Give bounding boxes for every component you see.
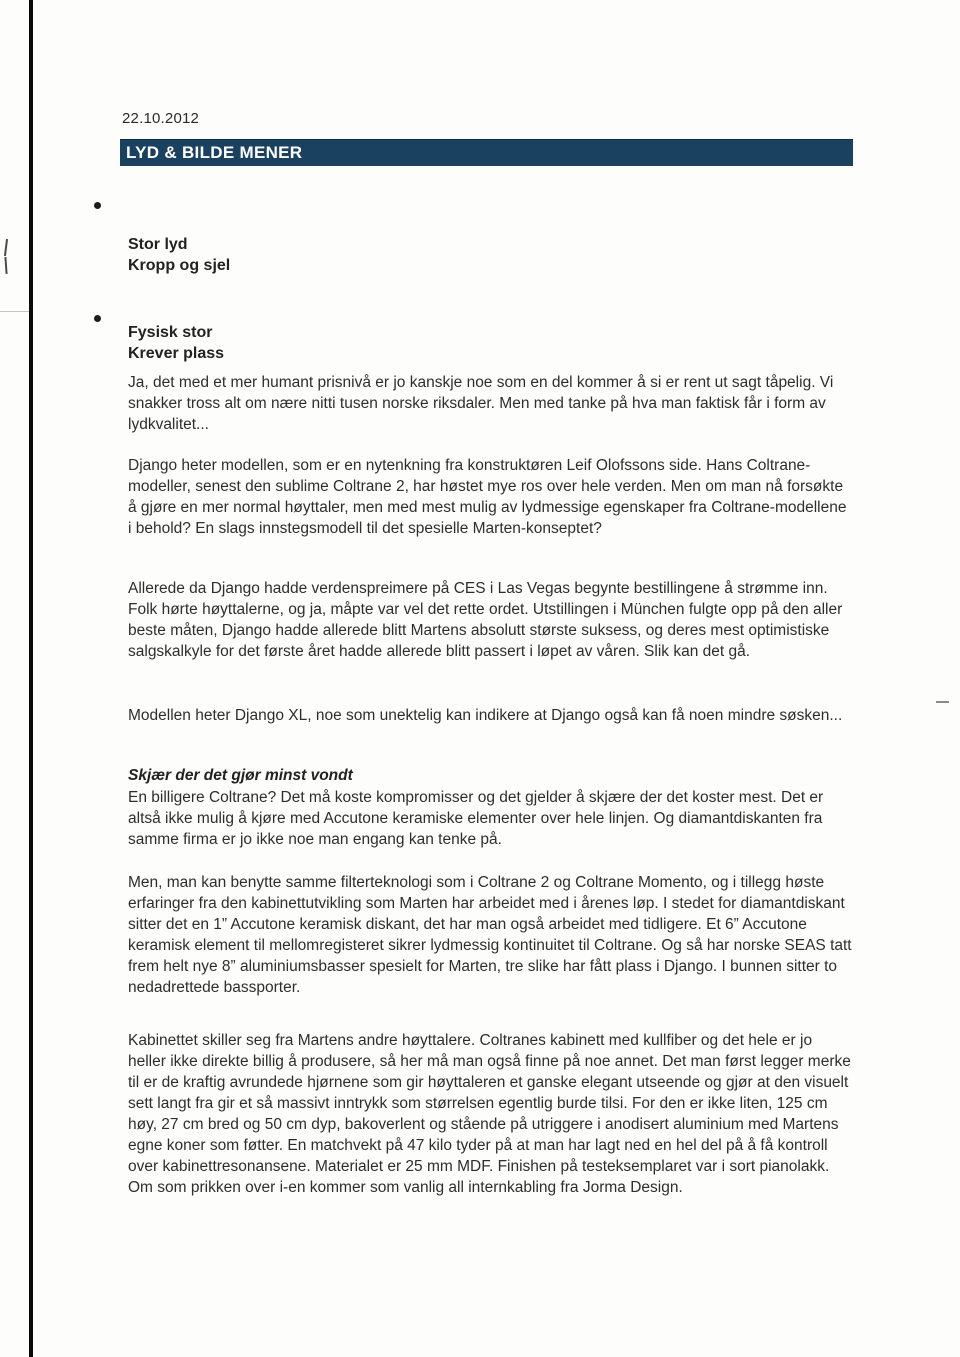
scan-artifact-dash <box>936 701 949 703</box>
scan-edge-line <box>29 0 33 1357</box>
bullet-heading-line: Stor lyd <box>128 236 188 253</box>
bullet-heading-2 <box>128 322 224 364</box>
pen-mark <box>4 239 8 256</box>
paragraph-cheaper-coltrane: En billigere Coltrane? Det må koste kompromisser og det gjelder å skjære der det koster mest. Det er altså ikke mulig å kjøre med Accutone keramiske elementer over hele linjen. Og diamantdiskanten fra samme firma er jo ikke noe man engang kan tenke på. <box>128 789 824 848</box>
paragraph-django-xl: Modellen heter Django XL, noe som unektelig kan indikere at Django også kan få noen mindre søsken... <box>128 707 843 724</box>
document-date: 22.10.2012 <box>122 110 200 127</box>
paragraph-intro: Ja, det med et mer humant prisnivå er jo kanskje noe som en del kommer å si er rent ut sagt tåpelig. Vi snakker tross alt om nære nitti tusen norske riksdaler. Men med tanke på hva man faktisk får i form av lydkvalitet... <box>128 374 834 433</box>
pen-mark <box>4 257 7 274</box>
paragraph-filter-technology: Men, man kan benytte samme filterteknologi som i Coltrane 2 og Coltrane Momento, og i tillegg høste erfaringer fra den kabinettutvikling som Marten har arbeidet med i årenes løp. I stedet for diamantdiskant sitter det en 1” Accutone keramisk diskant, det har man også arbeidet med tidligere. Et 6” Accutone keramisk element til mellomregisteret sikrer lydmessig kontinuitet til Coltrane. Og så har norske SEAS tatt frem helt nye 8” aluminiumsbasser spesielt for Marten, tre slike har fått plass i Django. I bunnen sitter to nedadrettede bassporter. <box>128 874 852 996</box>
paragraph-cabinet: Kabinettet skiller seg fra Martens andre høyttalere. Coltranes kabinett med kullfiber og det hele er jo heller ikke direkte billig å produsere, så her må man også finne på noe annet. Det man først legger merke til er de kraftig avrundede hjørnene som gir høyttaleren et ganske elegant utseende og gjør at den visuelt sett langt fra gir et så massivt inntrykk som størrelsen egentlig burde tilsi. For den er ikke liten, 125 cm høy, 27 cm bred og 50 cm dyp, bakoverlent og stående på utriggere i anodisert aluminium med Martens egne koner som føtter. En matchvekt på 47 kilo tyder på at man har lagt ned en hel del på å få kontroll over kabinettresonansene. Materialet er 25 mm MDF. Finishen på testeksemplaret var i sort pianolakk. Om som prikken over i-en kommer som vanlig all internkabling fra Jorma Design. <box>128 1032 851 1196</box>
bullet-heading-1 <box>128 234 230 276</box>
bullet-heading-line: Kropp og sjel <box>128 257 231 274</box>
bullet-icon <box>94 202 101 209</box>
scan-artifact-line <box>0 311 29 312</box>
paragraph-ces-premiere: Allerede da Django hadde verdenspreimere på CES i Las Vegas begynte bestillingene å strømme inn. Folk hørte høyttalerne, og ja, måpte var vel det rette ordet. Utstillingen i München fulgte opp på den aller beste måten, Django hadde allerede blitt Martens absolutt største suksess, og deres mest optimistiske salgskalkyle for det første året hadde allerede blitt passert i løpet av våren. Slik kan det gå. <box>128 580 843 660</box>
banner-title: LYD & BILDE MENER <box>126 143 303 162</box>
bullet-heading-line: Krever plass <box>128 345 225 362</box>
section-heading: Skjær der det gjør minst vondt <box>128 767 353 784</box>
bullet-icon <box>94 315 101 322</box>
bullet-heading-line: Fysisk stor <box>128 324 213 341</box>
section-banner <box>120 139 853 166</box>
paragraph-django-model: Django heter modellen, som er en nytenkning fra konstruktøren Leif Olofssons side. Hans Coltrane-modeller, senest den sublime Coltrane 2, har høstet mye ros over hele verden. Men om man nå forsøkte å gjøre en mer normal høyttaler, men med mest mulig av lydmessige egenskaper fra Coltrane-modellene i behold? En slags innstegsmodell til det spesielle Marten-konseptet? <box>128 457 847 537</box>
